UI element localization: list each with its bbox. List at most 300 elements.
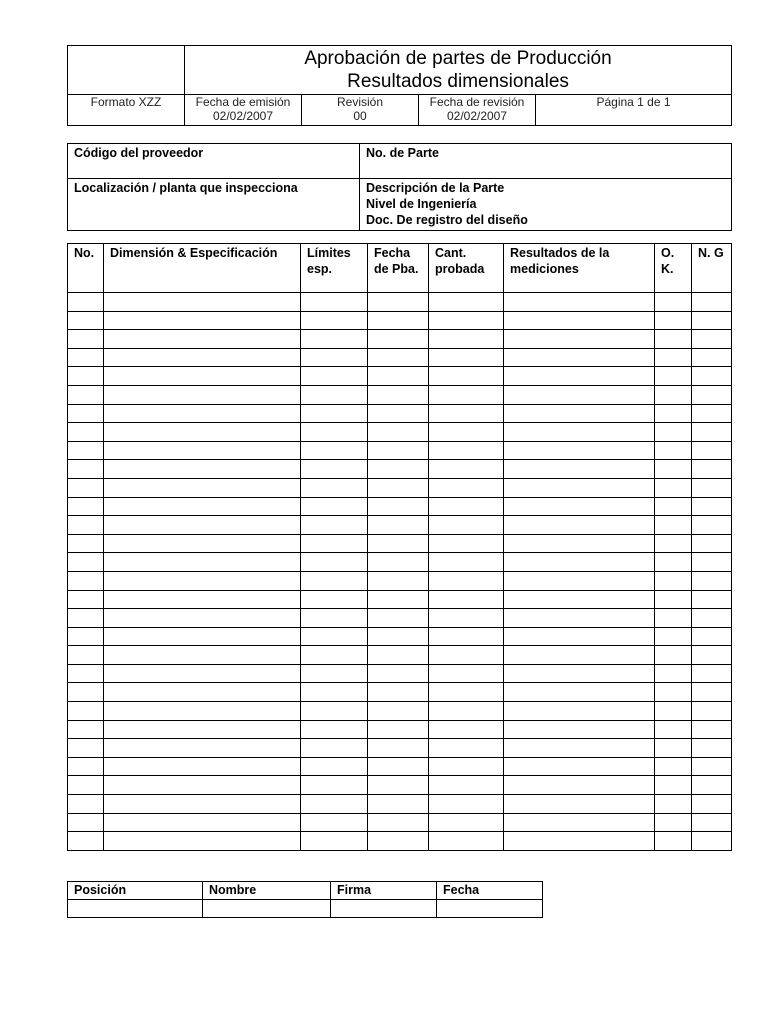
table-cell[interactable] <box>68 367 104 386</box>
table-cell[interactable] <box>104 683 301 702</box>
location-field[interactable]: Localización / planta que inspecciona <box>68 179 360 231</box>
table-cell[interactable] <box>655 683 692 702</box>
table-cell[interactable] <box>504 423 655 442</box>
table-cell[interactable] <box>655 367 692 386</box>
part-description-field[interactable] <box>360 179 732 231</box>
table-cell[interactable] <box>368 813 429 832</box>
design-record-label: Doc. De registro del diseño <box>366 213 528 227</box>
measurements-header-row <box>68 244 732 293</box>
table-cell[interactable] <box>368 776 429 795</box>
table-cell[interactable] <box>655 720 692 739</box>
table-cell[interactable] <box>68 330 104 349</box>
table-cell[interactable] <box>104 590 301 609</box>
table-cell[interactable] <box>655 757 692 776</box>
table-cell[interactable] <box>68 683 104 702</box>
table-cell[interactable] <box>301 441 368 460</box>
table-cell[interactable] <box>301 627 368 646</box>
table-cell[interactable] <box>104 776 301 795</box>
table-cell[interactable] <box>504 441 655 460</box>
table-cell[interactable] <box>301 385 368 404</box>
table-cell[interactable] <box>368 627 429 646</box>
table-cell[interactable] <box>68 534 104 553</box>
table-cell[interactable] <box>301 720 368 739</box>
table-cell[interactable] <box>429 571 504 590</box>
table-cell[interactable] <box>429 757 504 776</box>
table-cell[interactable] <box>68 293 104 312</box>
table-cell[interactable] <box>429 553 504 572</box>
table-cell[interactable] <box>301 460 368 479</box>
table-cell[interactable] <box>655 702 692 721</box>
table-cell[interactable] <box>655 795 692 814</box>
table-cell[interactable] <box>504 739 655 758</box>
table-cell[interactable] <box>104 534 301 553</box>
table-cell[interactable] <box>655 646 692 665</box>
table-cell[interactable] <box>655 571 692 590</box>
table-cell[interactable] <box>504 553 655 572</box>
table-cell[interactable] <box>104 627 301 646</box>
table-cell[interactable] <box>104 293 301 312</box>
table-cell[interactable] <box>655 441 692 460</box>
table-cell[interactable] <box>692 627 732 646</box>
table-cell[interactable] <box>301 293 368 312</box>
table-cell[interactable] <box>368 423 429 442</box>
table-cell[interactable] <box>368 516 429 535</box>
table-cell[interactable] <box>301 534 368 553</box>
table-cell[interactable] <box>655 627 692 646</box>
table-cell[interactable] <box>104 516 301 535</box>
table-cell[interactable] <box>504 813 655 832</box>
table-cell[interactable] <box>504 609 655 628</box>
table-cell[interactable] <box>368 664 429 683</box>
table-cell[interactable] <box>68 553 104 572</box>
table-cell[interactable] <box>692 664 732 683</box>
table-cell[interactable] <box>68 423 104 442</box>
table-cell[interactable] <box>68 739 104 758</box>
table-cell[interactable] <box>692 832 732 851</box>
table-cell[interactable] <box>368 720 429 739</box>
table-row <box>68 683 732 702</box>
table-cell[interactable] <box>301 646 368 665</box>
table-cell[interactable] <box>429 795 504 814</box>
table-row <box>68 609 732 628</box>
table-cell[interactable] <box>301 404 368 423</box>
table-row <box>68 478 732 497</box>
table-cell[interactable] <box>368 832 429 851</box>
page-number: Página 1 de 1 <box>596 95 671 109</box>
table-cell[interactable] <box>429 534 504 553</box>
table-cell[interactable] <box>429 609 504 628</box>
table-row <box>68 367 732 386</box>
table-cell[interactable] <box>504 534 655 553</box>
table-cell[interactable] <box>655 385 692 404</box>
table-row <box>68 534 732 553</box>
table-cell[interactable] <box>504 590 655 609</box>
table-cell[interactable] <box>68 460 104 479</box>
table-row <box>68 795 732 814</box>
table-cell[interactable] <box>692 441 732 460</box>
table-cell[interactable] <box>429 702 504 721</box>
table-cell[interactable] <box>655 813 692 832</box>
table-cell[interactable] <box>655 497 692 516</box>
table-cell[interactable] <box>655 348 692 367</box>
table-cell[interactable] <box>504 702 655 721</box>
table-cell[interactable] <box>104 609 301 628</box>
table-cell[interactable] <box>692 646 732 665</box>
table-cell[interactable] <box>301 757 368 776</box>
table-cell[interactable] <box>692 739 732 758</box>
table-cell[interactable] <box>504 646 655 665</box>
table-cell[interactable] <box>504 571 655 590</box>
table-cell[interactable] <box>368 702 429 721</box>
table-cell[interactable] <box>104 646 301 665</box>
table-cell[interactable] <box>68 311 104 330</box>
table-cell[interactable] <box>368 348 429 367</box>
table-cell[interactable] <box>655 553 692 572</box>
table-cell[interactable] <box>104 813 301 832</box>
table-cell[interactable] <box>655 423 692 442</box>
table-cell[interactable] <box>504 460 655 479</box>
table-cell[interactable] <box>504 757 655 776</box>
engineering-level-label: Nivel de Ingeniería <box>366 197 477 211</box>
table-cell[interactable] <box>68 720 104 739</box>
table-cell[interactable] <box>692 385 732 404</box>
table-cell[interactable] <box>301 311 368 330</box>
table-cell[interactable] <box>504 683 655 702</box>
col-ok: O. K. <box>655 244 692 293</box>
table-row <box>68 553 732 572</box>
table-cell[interactable] <box>301 571 368 590</box>
measurements-body <box>68 293 732 851</box>
table-cell[interactable] <box>504 516 655 535</box>
table-cell[interactable] <box>692 571 732 590</box>
table-cell[interactable] <box>104 330 301 349</box>
table-cell[interactable] <box>692 609 732 628</box>
table-cell[interactable] <box>368 311 429 330</box>
table-row <box>68 571 732 590</box>
table-cell[interactable] <box>692 553 732 572</box>
table-cell[interactable] <box>68 385 104 404</box>
table-cell[interactable] <box>104 832 301 851</box>
table-cell[interactable] <box>301 702 368 721</box>
table-cell[interactable] <box>655 832 692 851</box>
table-row <box>68 757 732 776</box>
table-cell[interactable] <box>68 776 104 795</box>
table-cell[interactable] <box>692 702 732 721</box>
table-cell[interactable] <box>104 571 301 590</box>
table-cell[interactable] <box>692 293 732 312</box>
table-cell[interactable] <box>429 404 504 423</box>
table-cell[interactable] <box>68 757 104 776</box>
table-cell[interactable] <box>692 311 732 330</box>
table-cell[interactable] <box>301 478 368 497</box>
table-cell[interactable] <box>655 293 692 312</box>
table-cell[interactable] <box>655 311 692 330</box>
table-cell[interactable] <box>692 534 732 553</box>
page-cell <box>536 95 732 126</box>
col-test-date: Fecha de Pba. <box>368 244 429 293</box>
table-cell[interactable] <box>368 404 429 423</box>
signature-input[interactable] <box>331 900 437 918</box>
table-row <box>68 720 732 739</box>
table-cell[interactable] <box>68 795 104 814</box>
table-cell[interactable] <box>504 664 655 683</box>
table-cell[interactable] <box>68 404 104 423</box>
table-cell[interactable] <box>429 776 504 795</box>
table-cell[interactable] <box>301 330 368 349</box>
table-cell[interactable] <box>104 311 301 330</box>
table-cell[interactable] <box>301 553 368 572</box>
table-row <box>68 516 732 535</box>
table-cell[interactable] <box>429 516 504 535</box>
table-cell[interactable] <box>692 776 732 795</box>
table-cell[interactable] <box>504 776 655 795</box>
title-line-2: Resultados dimensionales <box>347 71 569 92</box>
table-cell[interactable] <box>368 478 429 497</box>
table-cell[interactable] <box>429 330 504 349</box>
table-cell[interactable] <box>504 832 655 851</box>
table-cell[interactable] <box>368 534 429 553</box>
table-row <box>68 832 732 851</box>
table-row <box>68 293 732 312</box>
table-cell[interactable] <box>429 293 504 312</box>
table-row <box>68 664 732 683</box>
table-row <box>68 739 732 758</box>
table-cell[interactable] <box>68 441 104 460</box>
table-cell[interactable] <box>301 348 368 367</box>
table-cell[interactable] <box>692 348 732 367</box>
col-ng: N. G <box>692 244 732 293</box>
format-cell <box>68 95 185 126</box>
table-cell[interactable] <box>68 813 104 832</box>
table-cell[interactable] <box>692 460 732 479</box>
table-cell[interactable] <box>104 739 301 758</box>
table-cell[interactable] <box>655 516 692 535</box>
col-quantity: Cant. probada <box>429 244 504 293</box>
table-cell[interactable] <box>368 609 429 628</box>
table-cell[interactable] <box>301 832 368 851</box>
supplier-code-field[interactable]: Código del proveedor <box>68 144 360 179</box>
table-cell[interactable] <box>692 330 732 349</box>
format-label: Formato XZZ <box>90 95 162 109</box>
table-cell[interactable] <box>368 330 429 349</box>
table-cell[interactable] <box>104 478 301 497</box>
table-cell[interactable] <box>301 423 368 442</box>
table-cell[interactable] <box>68 571 104 590</box>
table-cell[interactable] <box>429 460 504 479</box>
table-cell[interactable] <box>655 664 692 683</box>
table-cell[interactable] <box>104 423 301 442</box>
col-position: Posición <box>68 882 203 900</box>
table-cell[interactable] <box>301 609 368 628</box>
table-cell[interactable] <box>429 385 504 404</box>
table-cell[interactable] <box>692 423 732 442</box>
table-cell[interactable] <box>368 441 429 460</box>
table-cell[interactable] <box>104 553 301 572</box>
table-cell[interactable] <box>429 478 504 497</box>
table-cell[interactable] <box>68 516 104 535</box>
table-cell[interactable] <box>104 367 301 386</box>
table-cell[interactable] <box>429 720 504 739</box>
table-cell[interactable] <box>368 367 429 386</box>
table-row <box>68 497 732 516</box>
table-cell[interactable] <box>655 460 692 479</box>
revision-cell <box>302 95 419 126</box>
table-cell[interactable] <box>68 832 104 851</box>
table-cell[interactable] <box>68 646 104 665</box>
table-cell[interactable] <box>655 609 692 628</box>
table-cell[interactable] <box>504 478 655 497</box>
table-row <box>68 404 732 423</box>
table-cell[interactable] <box>504 311 655 330</box>
table-cell[interactable] <box>104 702 301 721</box>
table-cell[interactable] <box>104 757 301 776</box>
table-cell[interactable] <box>301 776 368 795</box>
table-cell[interactable] <box>429 832 504 851</box>
table-row <box>68 813 732 832</box>
table-cell[interactable] <box>692 590 732 609</box>
date-input[interactable] <box>437 900 543 918</box>
table-cell[interactable] <box>301 795 368 814</box>
table-cell[interactable] <box>368 646 429 665</box>
table-cell[interactable] <box>692 813 732 832</box>
table-cell[interactable] <box>504 404 655 423</box>
part-number-field[interactable]: No. de Parte <box>360 144 732 179</box>
revision-date-cell <box>419 95 536 126</box>
name-input[interactable] <box>203 900 331 918</box>
table-cell[interactable] <box>368 385 429 404</box>
table-cell[interactable] <box>655 404 692 423</box>
table-cell[interactable] <box>104 720 301 739</box>
table-cell[interactable] <box>368 795 429 814</box>
table-cell[interactable] <box>692 478 732 497</box>
table-cell[interactable] <box>504 367 655 386</box>
table-row <box>68 776 732 795</box>
signature-table <box>67 881 543 918</box>
table-cell[interactable] <box>368 460 429 479</box>
signature-row <box>68 900 543 918</box>
table-cell[interactable] <box>429 813 504 832</box>
table-row <box>68 311 732 330</box>
emission-cell <box>185 95 302 126</box>
table-cell[interactable] <box>504 385 655 404</box>
table-cell[interactable] <box>68 609 104 628</box>
table-cell[interactable] <box>368 590 429 609</box>
table-row <box>68 627 732 646</box>
table-cell[interactable] <box>429 367 504 386</box>
table-cell[interactable] <box>104 348 301 367</box>
table-cell[interactable] <box>692 683 732 702</box>
table-cell[interactable] <box>368 571 429 590</box>
table-cell[interactable] <box>68 348 104 367</box>
table-cell[interactable] <box>655 330 692 349</box>
table-cell[interactable] <box>504 627 655 646</box>
table-cell[interactable] <box>504 293 655 312</box>
table-cell[interactable] <box>429 590 504 609</box>
table-cell[interactable] <box>655 478 692 497</box>
col-signature: Firma <box>331 882 437 900</box>
table-cell[interactable] <box>655 739 692 758</box>
table-cell[interactable] <box>504 795 655 814</box>
table-cell[interactable] <box>368 293 429 312</box>
table-cell[interactable] <box>692 516 732 535</box>
table-cell[interactable] <box>301 516 368 535</box>
part-description-label: Descripción de la Parte <box>366 181 505 195</box>
col-name: Nombre <box>203 882 331 900</box>
table-cell[interactable] <box>429 348 504 367</box>
table-cell[interactable] <box>692 497 732 516</box>
table-cell[interactable] <box>301 683 368 702</box>
table-cell[interactable] <box>301 813 368 832</box>
emission-date: 02/02/2007 <box>212 109 274 123</box>
table-cell[interactable] <box>429 497 504 516</box>
table-cell[interactable] <box>429 739 504 758</box>
table-cell[interactable] <box>68 590 104 609</box>
table-cell[interactable] <box>104 441 301 460</box>
table-cell[interactable] <box>301 664 368 683</box>
col-date: Fecha <box>437 882 543 900</box>
table-cell[interactable] <box>504 348 655 367</box>
table-cell[interactable] <box>68 627 104 646</box>
table-cell[interactable] <box>692 757 732 776</box>
table-cell[interactable] <box>692 795 732 814</box>
table-cell[interactable] <box>429 683 504 702</box>
table-cell[interactable] <box>104 664 301 683</box>
table-cell[interactable] <box>104 795 301 814</box>
table-cell[interactable] <box>429 441 504 460</box>
table-cell[interactable] <box>104 404 301 423</box>
table-cell[interactable] <box>68 497 104 516</box>
table-row <box>68 348 732 367</box>
col-limits: Límites esp. <box>301 244 368 293</box>
table-row <box>68 460 732 479</box>
table-cell[interactable] <box>692 367 732 386</box>
table-cell[interactable] <box>504 330 655 349</box>
table-cell[interactable] <box>368 739 429 758</box>
table-cell[interactable] <box>368 553 429 572</box>
table-cell[interactable] <box>692 720 732 739</box>
table-cell[interactable] <box>368 757 429 776</box>
revision-date-label: Fecha de revisión <box>429 95 525 109</box>
table-cell[interactable] <box>104 460 301 479</box>
table-cell[interactable] <box>429 664 504 683</box>
emission-label: Fecha de emisión <box>195 95 291 109</box>
table-cell[interactable] <box>655 534 692 553</box>
table-cell[interactable] <box>104 385 301 404</box>
position-input[interactable] <box>68 900 203 918</box>
table-cell[interactable] <box>68 664 104 683</box>
table-cell[interactable] <box>429 627 504 646</box>
table-cell[interactable] <box>368 497 429 516</box>
table-cell[interactable] <box>655 776 692 795</box>
table-cell[interactable] <box>104 497 301 516</box>
table-cell[interactable] <box>301 367 368 386</box>
table-cell[interactable] <box>504 497 655 516</box>
table-cell[interactable] <box>429 646 504 665</box>
table-cell[interactable] <box>368 683 429 702</box>
table-cell[interactable] <box>429 423 504 442</box>
table-cell[interactable] <box>301 590 368 609</box>
table-cell[interactable] <box>504 720 655 739</box>
table-cell[interactable] <box>68 478 104 497</box>
table-cell[interactable] <box>68 702 104 721</box>
measurements-table <box>67 243 732 851</box>
table-cell[interactable] <box>429 311 504 330</box>
table-cell[interactable] <box>301 497 368 516</box>
table-cell[interactable] <box>301 739 368 758</box>
table-cell[interactable] <box>692 404 732 423</box>
table-cell[interactable] <box>655 590 692 609</box>
signature-header-row <box>68 882 543 900</box>
